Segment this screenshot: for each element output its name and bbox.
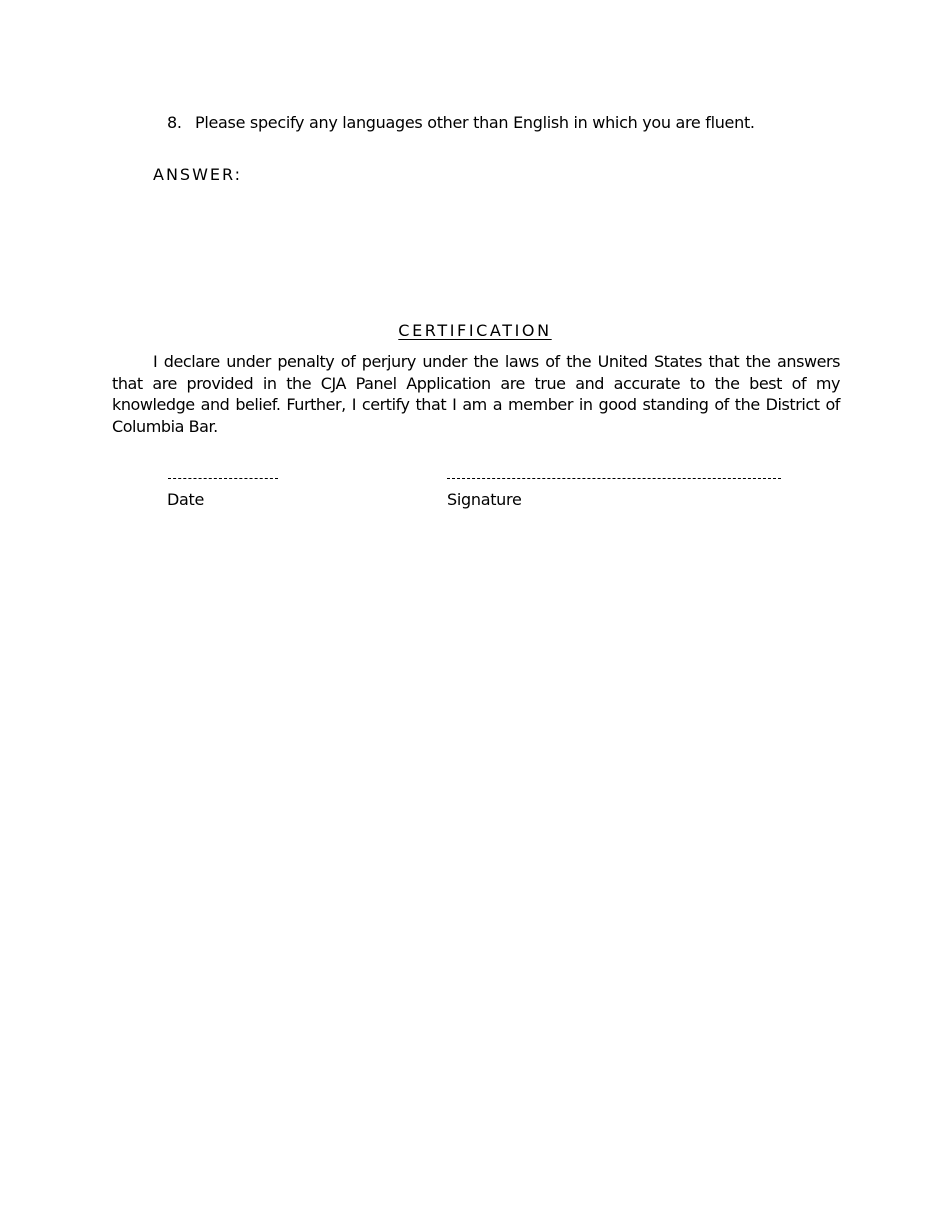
question-8	[167, 113, 755, 132]
question-number: 8.	[167, 113, 182, 132]
answer-label: ANSWER:	[153, 165, 243, 184]
certification-heading-text: CERTIFICATION	[398, 321, 552, 340]
certification-body: I declare under penalty of perjury under the laws of the United States that the answers that are provided in the CJA Panel Application are true and accurate to the best of my knowledge and belief. Further, I certify that I am a member in good standing of the District of Columbia Bar.	[112, 352, 840, 436]
certification-heading	[0, 321, 950, 340]
signature-label: Signature	[447, 490, 522, 509]
question-text: Please specify any languages other than English in which you are fluent.	[195, 113, 755, 132]
date-label: Date	[167, 490, 205, 509]
date-blank-line[interactable]	[168, 478, 278, 479]
signature-blank-line[interactable]	[447, 478, 781, 479]
